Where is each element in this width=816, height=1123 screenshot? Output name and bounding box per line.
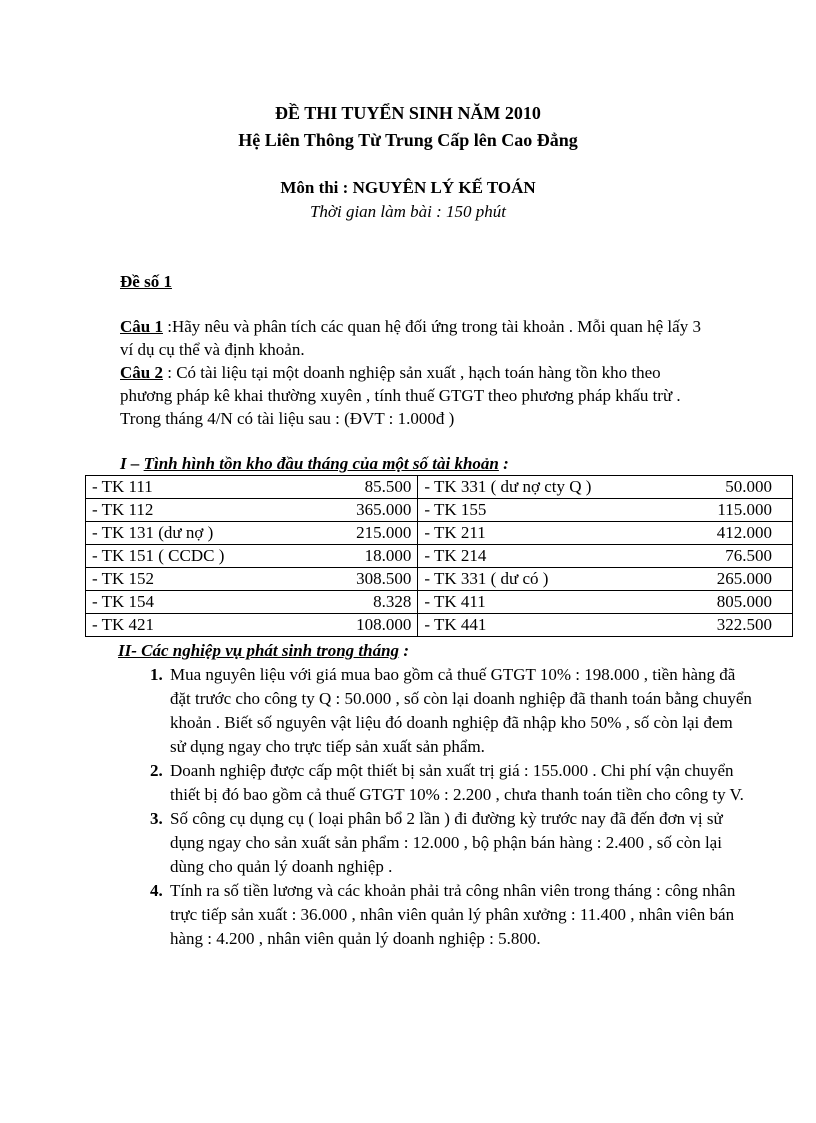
exam-number: Đề số 1 xyxy=(120,272,172,291)
account-name-cell: - TK 331 ( dư nợ cty Q ) xyxy=(418,476,677,499)
table-row xyxy=(86,522,793,545)
operation-item: 4. Tính ra số tiền lương và các khoản phải trả công nhân viên trong tháng : công nhân trực tiếp sản xuất : 36.000 , nhân viên quản lý phân xưởng : 11.400 , nhân viên bán hàng : 4.200 , nhân viên quản lý doanh nghiệp : 5.800. xyxy=(167,879,752,951)
account-name-cell: - TK 411 xyxy=(418,591,677,614)
account-value-cell: 50.000 xyxy=(677,476,792,499)
account-value-cell: 115.000 xyxy=(677,499,792,522)
account-name-cell: - TK 214 xyxy=(418,545,677,568)
exam-subtitle: Hệ Liên Thông Từ Trung Cấp lên Cao Đẳng xyxy=(238,130,578,150)
exam-title: ĐỀ THI TUYỂN SINH NĂM 2010 xyxy=(275,103,541,123)
section-1-heading xyxy=(120,454,509,474)
account-name-cell: - TK 331 ( dư có ) xyxy=(418,568,677,591)
account-name-cell: - TK 151 ( CCDC ) xyxy=(86,545,325,568)
section-1-title: Tình hình tồn kho đầu tháng của một số tài khoản xyxy=(143,454,499,473)
operation-item: 3. Số công cụ dụng cụ ( loại phân bổ 2 lần ) đi đường kỳ trước nay đã đến đơn vị sử dụng ngay cho sản xuất sản phẩm : 12.000 , bộ phận bán hàng : 2.400 , số còn lại dùng cho quản lý doanh nghiệp . xyxy=(167,807,752,879)
question-1-label: Câu 1 xyxy=(120,317,163,336)
section-2-title: II- Các nghiệp vụ phát sinh trong tháng xyxy=(118,641,400,660)
section-1-suffix: : xyxy=(498,454,509,473)
table-row xyxy=(86,476,793,499)
account-value-cell: 215.000 xyxy=(324,522,418,545)
account-name-cell: - TK 441 xyxy=(418,614,677,637)
account-value-cell: 108.000 xyxy=(324,614,418,637)
table-row xyxy=(86,591,793,614)
table-row xyxy=(86,499,793,522)
table-row xyxy=(86,545,793,568)
account-value-cell: 412.000 xyxy=(677,522,792,545)
account-value-cell: 805.000 xyxy=(677,591,792,614)
operation-item: 2. Doanh nghiệp được cấp một thiết bị sản xuất trị giá : 155.000 . Chi phí vận chuyển thiết bị đó bao gồm cả thuế GTGT 10% : 2.200 , chưa thanh toán tiền cho công ty V. xyxy=(167,759,752,807)
account-value-cell: 308.500 xyxy=(324,568,418,591)
account-name-cell: - TK 211 xyxy=(418,522,677,545)
account-value-cell: 265.000 xyxy=(677,568,792,591)
section-2-suffix: : xyxy=(399,641,409,660)
section-1-prefix: I – xyxy=(120,454,144,473)
account-value-cell: 322.500 xyxy=(677,614,792,637)
account-name-cell: - TK 152 xyxy=(86,568,325,591)
table-row xyxy=(86,568,793,591)
account-name-cell: - TK 131 (dư nợ ) xyxy=(86,522,325,545)
account-name-cell: - TK 112 xyxy=(86,499,325,522)
table-row xyxy=(86,614,793,637)
question-2-label: Câu 2 xyxy=(120,363,163,382)
account-name-cell: - TK 155 xyxy=(418,499,677,522)
account-value-cell: 18.000 xyxy=(324,545,418,568)
question-1-text: :Hãy nêu và phân tích các quan hệ đối ứng trong tài khoản . Mỗi quan hệ lấy 3 ví dụ cụ thể và định khoản. xyxy=(120,317,701,359)
account-value-cell: 76.500 xyxy=(677,545,792,568)
account-name-cell: - TK 111 xyxy=(86,476,325,499)
inventory-table xyxy=(85,475,793,637)
section-2-heading xyxy=(118,641,409,661)
exam-subject: Môn thi : NGUYÊN LÝ KẾ TOÁN xyxy=(280,178,536,197)
question-1 xyxy=(120,315,710,361)
operations-list xyxy=(120,663,752,951)
operation-item: 1. Mua nguyên liệu với giá mua bao gồm cả thuế GTGT 10% : 198.000 , tiền hàng đã đặt trước cho công ty Q : 50.000 , số còn lại doanh nghiệp đã thanh toán bằng chuyển khoản . Biết số nguyên vật liệu đó doanh nghiệp đã nhập kho 50% , số còn lại đem sử dụng ngay cho trực tiếp sản xuất sản phẩm. xyxy=(167,663,752,759)
account-name-cell: - TK 421 xyxy=(86,614,325,637)
question-2 xyxy=(120,361,710,430)
question-2-text: : Có tài liệu tại một doanh nghiệp sản xuất , hạch toán hàng tồn kho theo phương pháp kê khai thường xuyên , tính thuế GTGT theo phương pháp khấu trừ . Trong tháng 4/N có tài liệu sau : (ĐVT : 1.000đ ) xyxy=(120,363,681,428)
account-value-cell: 8.328 xyxy=(324,591,418,614)
exam-duration: Thời gian làm bài : 150 phút xyxy=(309,202,507,221)
account-value-cell: 85.500 xyxy=(324,476,418,499)
account-name-cell: - TK 154 xyxy=(86,591,325,614)
account-value-cell: 365.000 xyxy=(324,499,418,522)
